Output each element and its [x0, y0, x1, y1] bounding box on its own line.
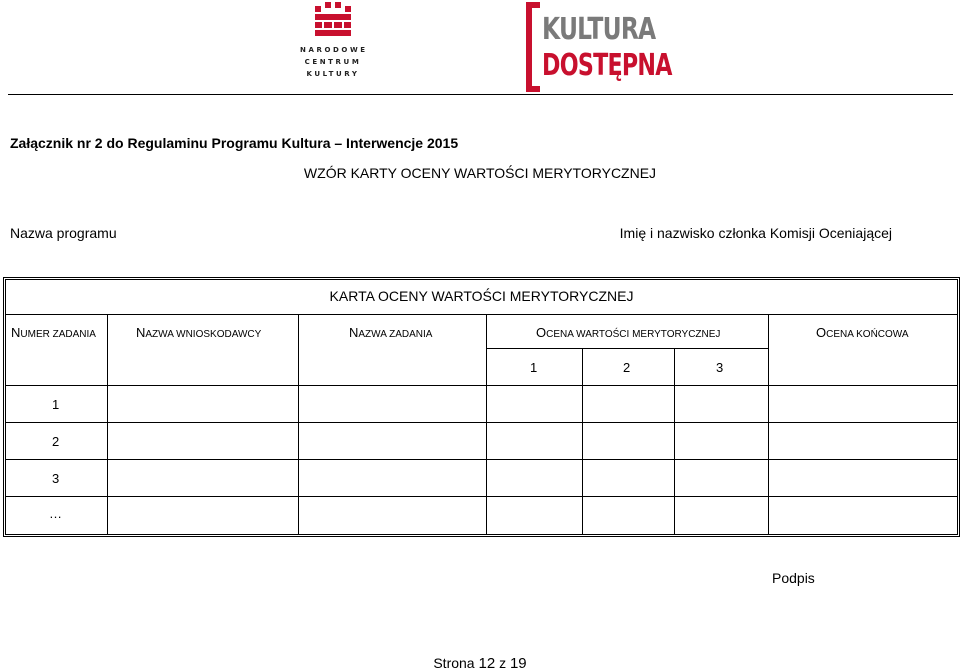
page-footer-prefix: Strona [433, 655, 475, 671]
header-rest: UMER ZADANIA [20, 329, 96, 340]
table-rule [486, 314, 487, 534]
header-task-number [11, 325, 96, 340]
evaluation-table [3, 277, 960, 537]
attachment-title: Załącznik nr 2 do Regulaminu Programu Kultura – Interwencje 2015 [10, 135, 459, 151]
header-final-score [816, 325, 909, 340]
header-applicant-name [136, 325, 261, 340]
program-name-label: Nazwa programu [10, 225, 117, 241]
page-footer-sep: z [499, 655, 507, 671]
header-initial: N [349, 325, 359, 340]
header-rest: CENA WARTOŚCI MERYTORYCZNEJ [546, 329, 721, 340]
row-number: 3 [52, 471, 60, 486]
crest-icon [315, 2, 351, 38]
header-task-name [349, 325, 432, 340]
logo-word-kultura: KULTURA [542, 12, 656, 47]
score-level: 2 [623, 360, 631, 375]
header-initial: O [816, 325, 827, 340]
kultura-dostepna-logo [526, 2, 672, 92]
table-rule [674, 348, 675, 534]
page-current: 12 [478, 655, 496, 672]
table-rule [6, 459, 957, 460]
member-name-label: Imię i nazwisko członka Komisji Oceniającej [619, 225, 892, 241]
table-title: KARTA OCENY WARTOŚCI MERYTORYCZNEJ [329, 288, 634, 304]
signature-label: Podpis [772, 570, 815, 586]
header-initial: O [536, 325, 547, 340]
ncn-logo [300, 2, 366, 80]
header-rest: CENA KOŃCOWA [826, 329, 909, 340]
header-merit-score [536, 325, 720, 340]
table-rule [6, 422, 957, 423]
table-rule [6, 496, 957, 497]
header-initial: N [136, 325, 146, 340]
row-number: … [49, 506, 62, 521]
table-rule [107, 314, 108, 534]
table-rule [6, 314, 957, 315]
score-level: 1 [530, 360, 538, 375]
table-rule [6, 385, 957, 386]
header-divider [8, 94, 953, 95]
page-footer [0, 655, 960, 672]
logo-text-line: NARODOWE [300, 46, 368, 54]
header-rest: AZWA ZADANIA [358, 329, 433, 340]
table-rule [486, 348, 768, 349]
table-rule [582, 348, 583, 534]
row-number: 2 [52, 434, 60, 449]
table-rule [298, 314, 299, 534]
logo-text-line: KULTURY [306, 70, 360, 78]
bracket-icon [526, 2, 540, 92]
page-total: 19 [509, 655, 527, 672]
form-title: WZÓR KARTY OCENY WARTOŚCI MERYTORYCZNEJ [303, 165, 657, 181]
table-rule [768, 314, 769, 534]
logo-word-dostepna: DOSTĘPNA [542, 48, 672, 83]
row-number: 1 [52, 397, 60, 412]
logo-text-line: CENTRUM [304, 58, 362, 66]
score-level: 3 [716, 360, 724, 375]
header-initial: N [11, 325, 21, 340]
header-rest: AZWA WNIOSKODAWCY [145, 329, 262, 340]
